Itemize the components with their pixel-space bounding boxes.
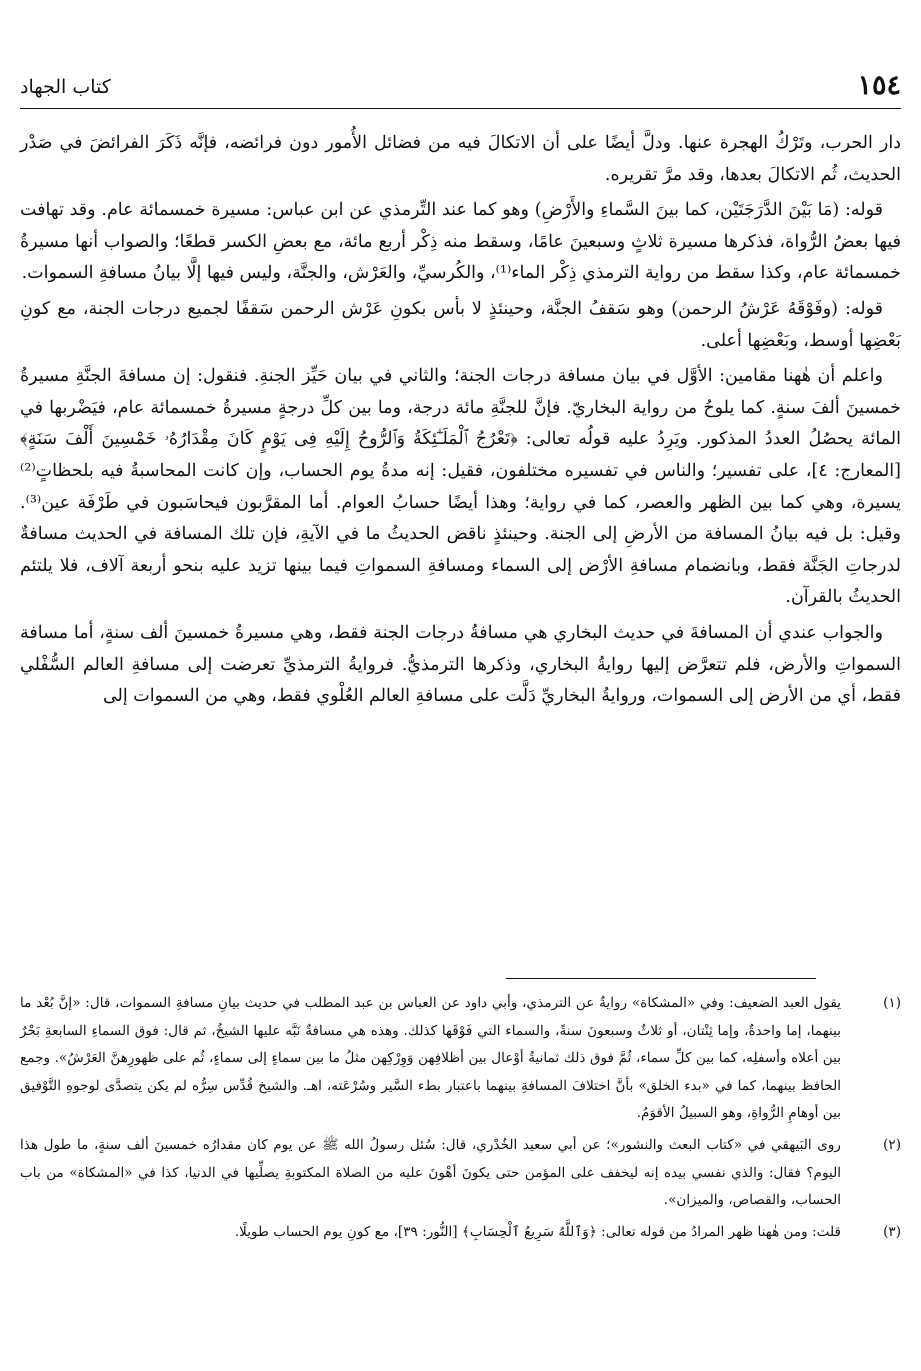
footnote-text: روى البَيهقي في «كتاب البعث والنشور»؛ عن أبي سعيد الخُدْري، قال: سُئل رسولُ الله ﷺ عن يوم كان مقدارُه خمسينَ ألف سنةٍ، ما طول هذا اليوم؟ فقال: والذي نفسي بيده إنه ليخفف على المؤمن حتى يكونَ أهْونَ عليه من الصلاة المكتوبةِ يصلِّيها في الدنيا، كذا في «المشكاة» من باب الحساب، والقصاص، والميزان». — [20, 1136, 841, 1209]
footnote — [20, 1219, 901, 1247]
footnotes — [20, 990, 901, 1250]
running-title: كتاب الجهاد — [20, 76, 111, 98]
body-paragraph: قوله: (مَا بَيْنَ الدَّرَجَتَيْن، كما بينَ السَّماءِ والأَرْضِ) وهو كما عند التِّرمذي عن ابن عباس: مسيرة خمسمائة عام. وقد تهافت فيها بعضُ الرُّواة، فذكرها مسيرة ثلاثٍ وسبعينَ عامًا، وسقط منه ذِكْر أربع مائة، مع بعضِ الكسر قطعًا؛ والصواب أنها مسيرةُ خمسمائة عام، وكذا سقط من رواية الترمذي ذِكْر الماء⁽¹⁾، والكُرسيِّ، والعَرْش، والجنَّة، وليس فيها إلَّا بيانُ مسافةِ السموات. — [20, 200, 901, 284]
footnote-number: (١) — [883, 995, 901, 1011]
page-header — [20, 70, 901, 110]
footnote-number: (٣) — [883, 1223, 901, 1240]
body-paragraph: قوله: (وفَوْقَهُ عَرْشُ الرحمن) وهو سَقفُ الجنَّة، وحينئذٍ لا بأس بكونِ عَرْش الرحمن سَقفًا لجميع درجات الجنة، مع كونِ بَعْضِها أوسط، وبَعْضِها أعلى. — [20, 298, 901, 351]
body-paragraph: والجواب عندي أن المسافةَ في حديث البخاري هي مسافةُ درجات الجنة فقط، وهي مسيرةُ خمسينَ ألف سنةٍ، أما مسافة السمواتِ والأرض، فلم تتعرَّض إليها روايةُ البخاري، وذكرها الترمذيُّ. فروايةُ الترمذيِّ تعرضت إلى مسافةِ العالم السُّفْلي فقط، أي من الأرض إلى السموات، وروايةُ البخاريِّ دَلَّت على مسافةِ العالم العُلْوي فقط، وهي من السموات إلى — [20, 622, 901, 707]
body-paragraph: دار الحرب، وتَرْكُ الهجرة عنها. ودلَّ أيضًا على أن الاتكالَ فيه من فضائل الأُمور دون فرائضه، فإنَّه ذَكَرَ الفرائضَ في صَدْر الحديث، ثُم الاتكالَ بعدها، وقد مرَّ تقريره. — [20, 133, 901, 185]
footnote — [20, 1132, 901, 1215]
page-number: ١٥٤ — [857, 70, 901, 101]
header-rule — [20, 108, 901, 109]
main-text — [20, 128, 901, 717]
footnote-text: قلت: ومن هٰهنا ظهر المرادُ من قوله تعالى: ﴿وَٱللَّهُ سَرِيعُ ٱلْحِسَابِ﴾ [النُّور: ٣٩]، مع كونِ يوم الحساب طويلًا. — [234, 1223, 841, 1240]
footnote-rule — [506, 978, 816, 979]
footnote-number: (٢) — [883, 1136, 901, 1153]
footnote-text: يقول العبد الضعيف: وفي «المشكاة» روايةٌ عن الترمذي، وأبي داود عن العباس بن عبد المطلب في حديث بيانِ مسافةِ السموات، قال: «إنَّ بُعْد ما بينهما، إما واحدةٌ، وإما ثِنْتان، أو ثلاثٌ وسبعونَ سنةً، والسماء التي فَوْقَها كذلك. وهذه هي مسافةٌ نَبَّه عليها الشيخُ، ثم قال: فوق السماءِ السابعةِ بَحْرٌ بين أعلاه وأسفلِه، كما بين كلِّ سماء، ثُمَّ فوق ذلك ثمانيةُ أوْعال بين أظلافِهن وَوِرْكِهن مثلُ ما بين سماءٍ إلى سماءٍ، ثُم على ظهورِهنَّ العَرْشُ». وجمع الحافظ بينهما، كما في «بدء الخلق» بأنَّ اختلافَ المسافةِ بينهما باعتبار بطء السَّير وسُرْعَته، اهـ. والشيخ قُدِّس سِرُّه لم يكن يتصدَّى لوجوهِ التَّوْفيق بين أوهامِ الرُّواةِ، وهو السبيلُ الأقوَمُ. — [20, 995, 841, 1122]
body-paragraph: واعلم أن هٰهنا مقامين: الأوَّل في بيان مسافة درجات الجنة؛ والثاني في بيان حَيِّز الجنةِ. فنقول: إن مسافةَ الجنَّةِ مسيرةُ خمسينَ ألفَ سنةٍ. كما يلوحُ من رواية البخاريّ. فإنَّ للجنَّةِ مائة درجة، وما بين كلِّ درجةٍ مسيرةُ خمسمائة عام، فيَضْربها في المائة يحصُلُ العددُ المذكور. ويَرِدُ عليه قولُه تعالى: ﴿تَعْرُجُ ٱلْمَلَـٰٓئِكَةُ وَٱلرُّوحُ إِلَيْهِ فِى يَوْمٍ كَانَ مِقْدَارُهُۥ خَمْسِينَ أَلْفَ سَنَةٍ﴾ [المعارج: ٤]، على تفسير؛ والناس في تفسيره مختلفون، فقيل: إنه مدةُ يوم الحساب، وإن كانت المحاسبةُ فيه بلحظاتٍ⁽²⁾ يسيرة، وهي كما بين الظهر والعصر، كما في رواية؛ وهذا أيضًا حسابُ العوام. أما المقرَّبون فيحاسَبون في طَرْفَة عين⁽³⁾. وقيل: بل فيه بيانُ المسافة من الأرضِ إلى الجنة. وحينئذٍ ناقض الحديثُ ما في الآيةِ، فإن تلك المسافة في الحديث مسافةٌ لدرجاتِ الجَنَّة فقط، وبانضمام مسافةِ الأرْض إلى السماء ومسافةِ السمواتِ فيما بينها تزيد عليه بنحو أربعة آلاف، فلا يلتئم الحديثُ بالقرآن. — [20, 366, 901, 608]
footnote — [20, 990, 901, 1128]
